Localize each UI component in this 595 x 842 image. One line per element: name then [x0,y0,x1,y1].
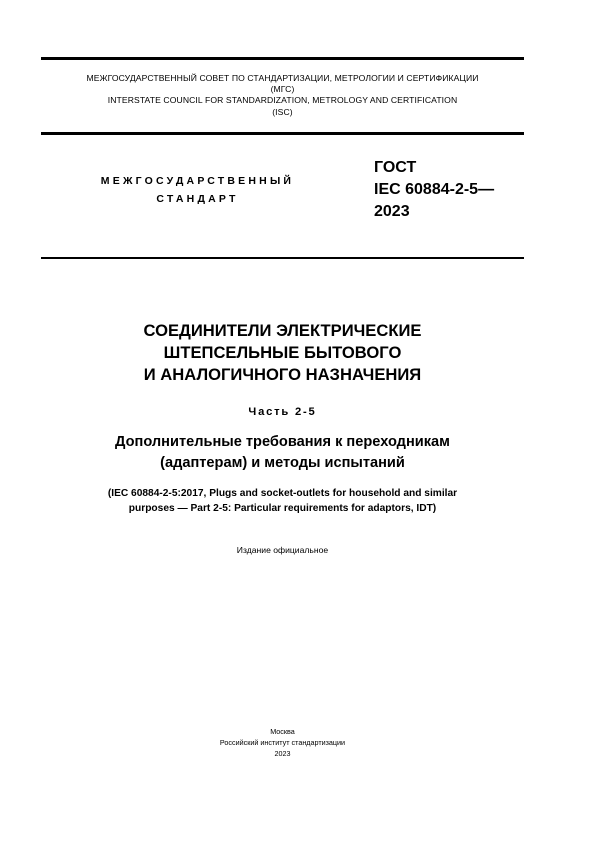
council-abbr-en: (ISC) [272,106,293,117]
lower-divider [41,257,524,259]
council-name-en: INTERSTATE COUNCIL FOR STANDARDIZATION, METROLOGY AND CERTIFICATION [107,95,458,106]
standard-type-line2: СТАНДАРТ [156,193,239,205]
designation-line3: 2023 [374,203,410,220]
part-number: Часть 2-5 [248,406,317,418]
council-abbr-ru: (МГС) [270,84,295,95]
standard-designation [374,157,494,223]
document-subtitle [41,432,524,473]
designation-line1: ГОСТ [374,159,417,176]
subtitle-line2: (адаптерам) и методы испытаний [160,454,405,471]
standard-type-line1: МЕЖГОСУДАРСТВЕННЫЙ [100,175,295,187]
designation-line2: IEC 60884-2-5— [374,181,495,198]
publisher-imprint [41,726,524,759]
title-line1: СОЕДИНИТЕЛИ ЭЛЕКТРИЧЕСКИЕ [143,321,422,340]
council-header [41,73,524,118]
title-line2: ШТЕПСЕЛЬНЫЕ БЫТОВОГО [163,343,402,362]
top-divider [41,57,524,60]
iec-reference-line1: (IEC 60884-2-5:2017, Plugs and socket-outlets for household and similar [107,488,458,499]
subtitle-line1: Дополнительные требования к переходникам [115,434,450,450]
iec-reference-line2: purposes — Part 2-5: Particular requirements for adaptors, IDT) [128,502,437,514]
imprint-year: 2023 [274,749,291,758]
iec-reference [41,487,524,516]
standard-type [60,172,335,208]
middle-divider [41,132,524,135]
edition-note: Издание официальное [236,545,329,555]
council-name-ru: МЕЖГОСУДАРСТВЕННЫЙ СОВЕТ ПО СТАНДАРТИЗАЦИИ, МЕТРОЛОГИИ И СЕРТИФИКАЦИИ [86,73,479,83]
imprint-city: Москва [270,727,295,736]
imprint-publisher: Российский институт стандартизации [219,738,346,747]
document-title [41,320,524,386]
title-line3: И АНАЛОГИЧНОГО НАЗНАЧЕНИЯ [143,365,422,384]
